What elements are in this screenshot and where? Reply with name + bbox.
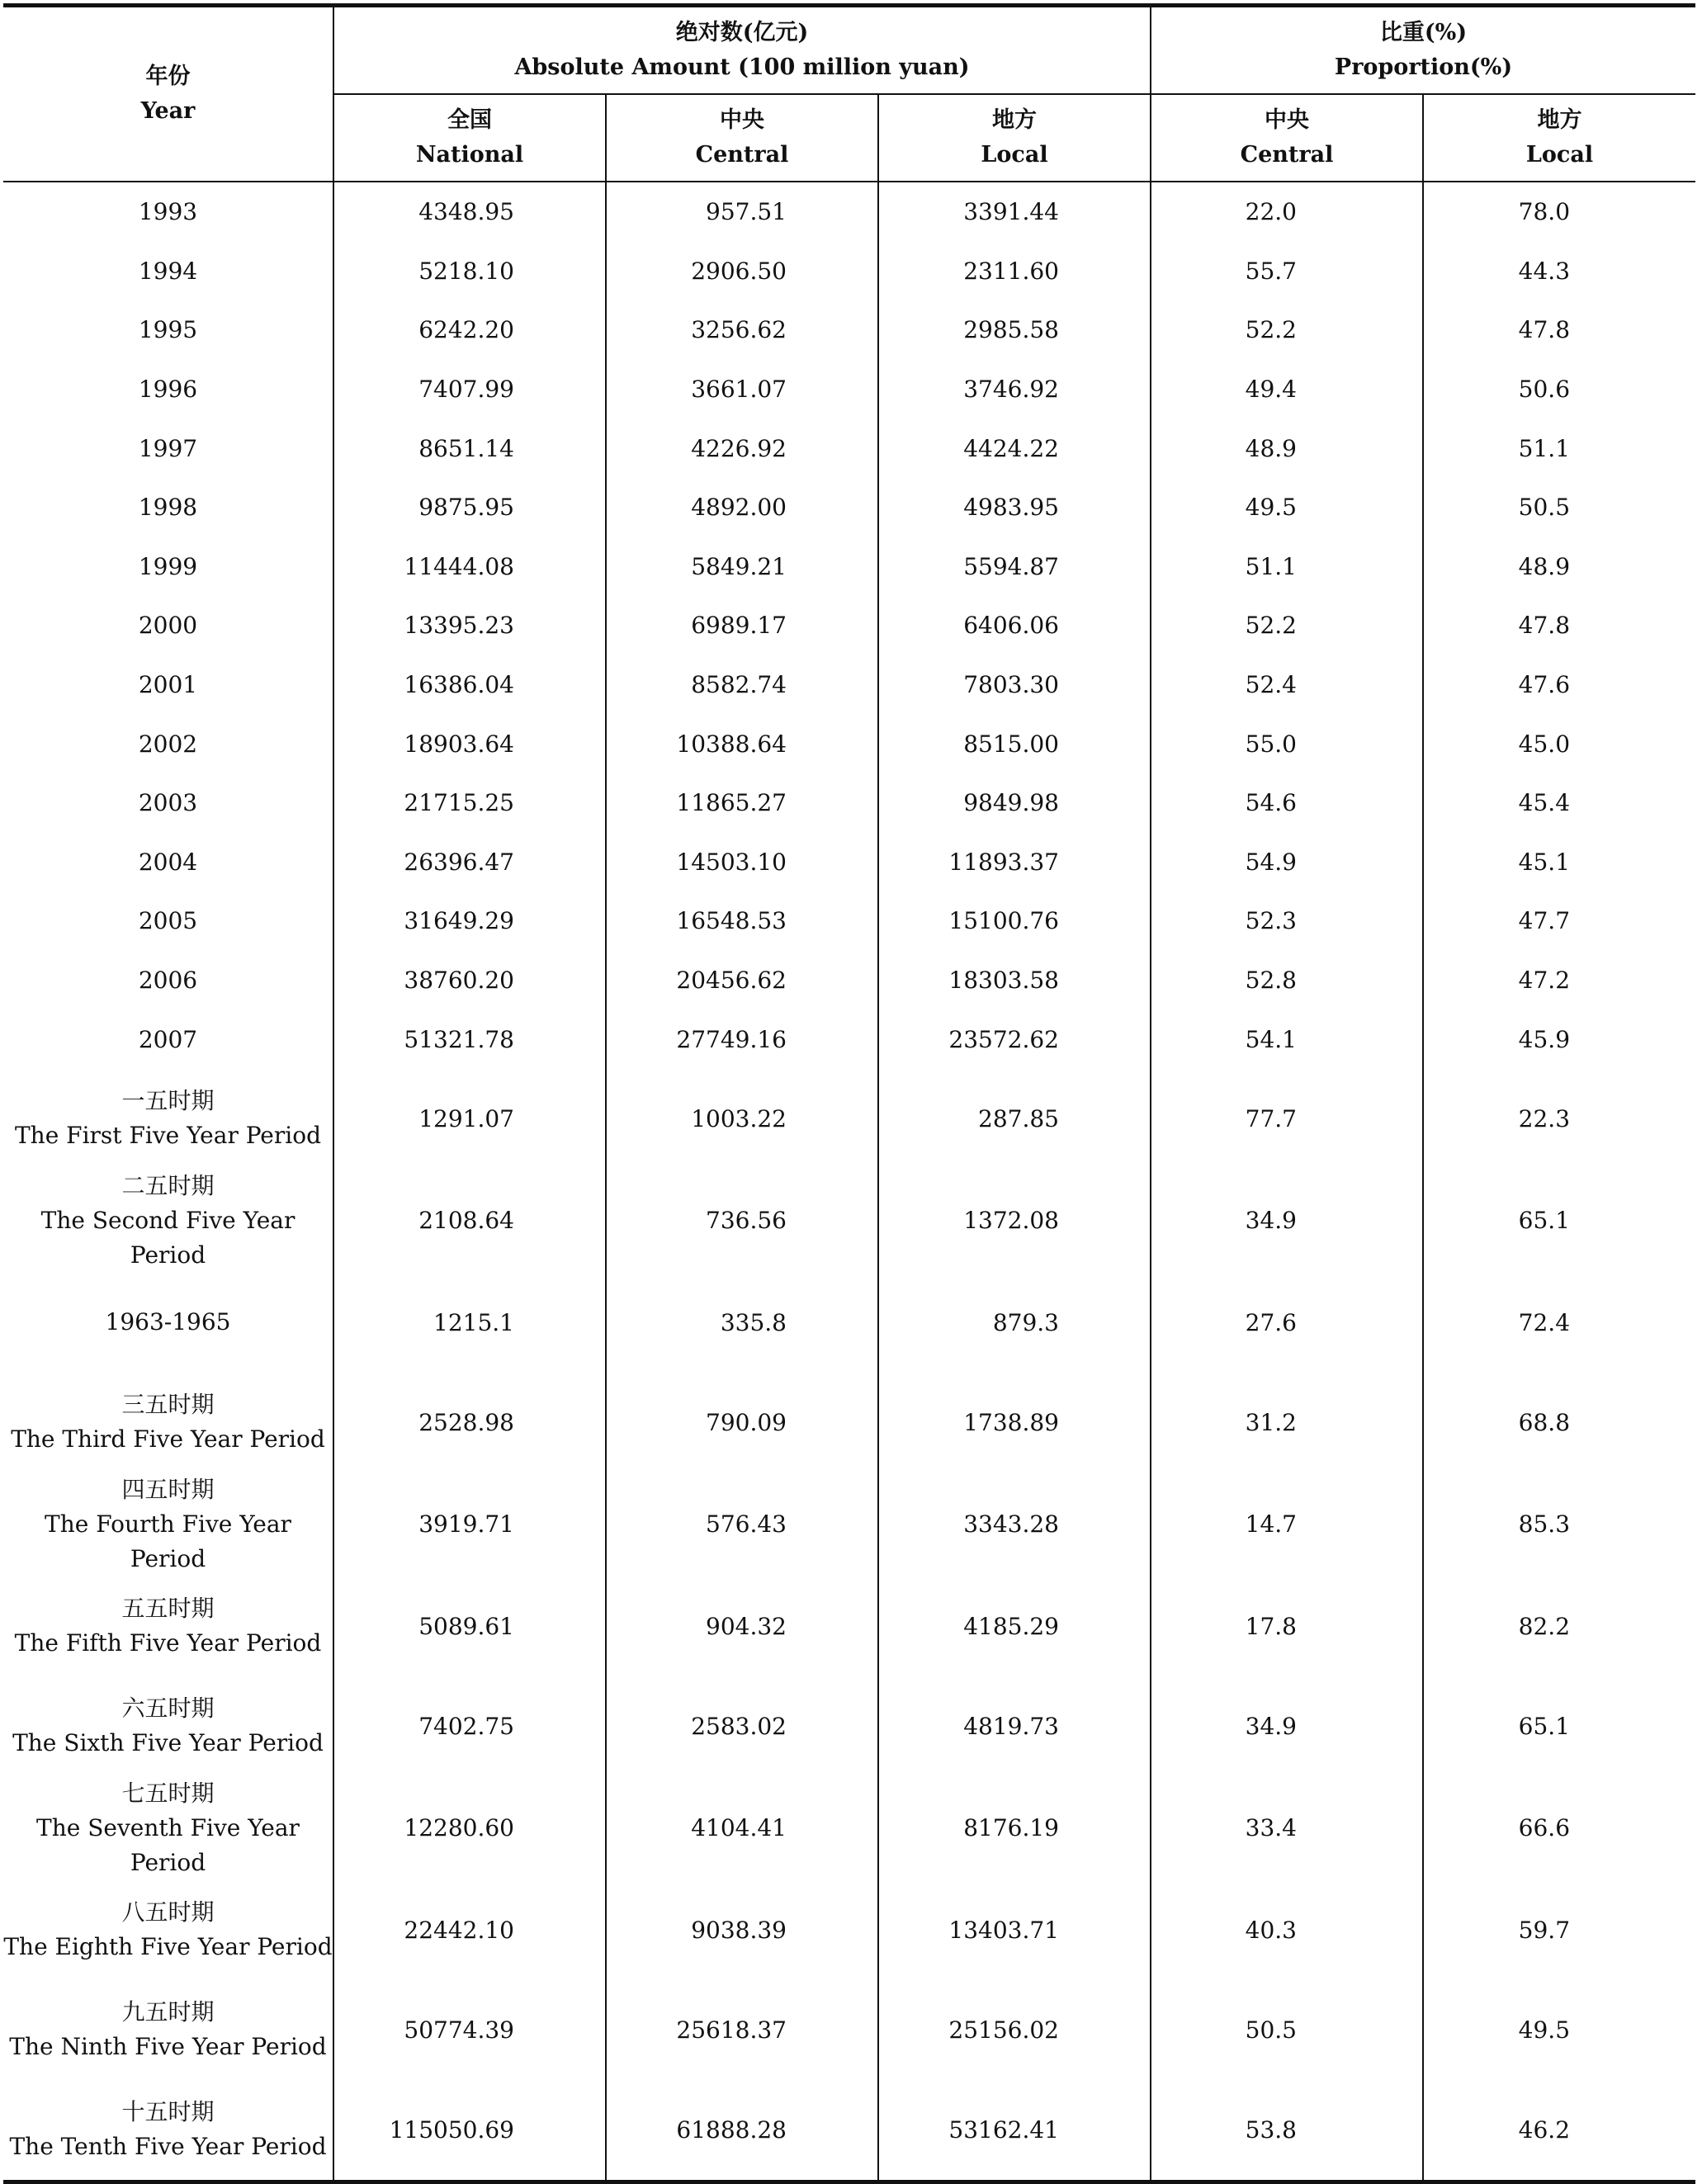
cell-central: 14503.10 xyxy=(606,833,878,892)
period-label-en: The Tenth Five Year Period xyxy=(9,2133,327,2161)
cell-central: 20456.62 xyxy=(606,951,878,1010)
cell-proportion-central: 54.1 xyxy=(1151,1009,1423,1069)
period-label-en: The Second Five Year Period xyxy=(40,1206,295,1269)
cell-local: 23572.62 xyxy=(878,1009,1151,1069)
cell-proportion-central: 52.2 xyxy=(1151,300,1423,360)
header-local xyxy=(878,94,1151,182)
row-year: 1996 xyxy=(3,360,333,419)
cell-proportion-central: 49.4 xyxy=(1151,360,1423,419)
cell-proportion-central: 50.5 xyxy=(1151,1980,1423,2080)
cell-national: 18903.64 xyxy=(333,714,606,773)
cell-national: 3919.71 xyxy=(333,1473,606,1577)
cell-local: 2985.58 xyxy=(878,300,1151,360)
period-label-en: The Ninth Five Year Period xyxy=(9,2033,327,2061)
cell-local: 8515.00 xyxy=(878,714,1151,773)
header-proportion xyxy=(1151,6,1695,95)
table-row-period xyxy=(3,1169,1695,1273)
cell-proportion-central: 14.7 xyxy=(1151,1473,1423,1577)
cell-local: 2311.60 xyxy=(878,242,1151,301)
cell-local: 287.85 xyxy=(878,1069,1151,1169)
cell-proportion-local: 45.1 xyxy=(1518,848,1571,876)
cell-local: 1372.08 xyxy=(878,1169,1151,1273)
period-label-en: The Eighth Five Year Period xyxy=(3,1933,333,1961)
table-row-period xyxy=(3,1273,1695,1373)
cell-national: 5089.61 xyxy=(333,1577,606,1676)
cell-local: 4983.95 xyxy=(878,478,1151,537)
table-row xyxy=(3,655,1695,715)
cell-central: 11865.27 xyxy=(606,773,878,833)
row-year: 2004 xyxy=(3,833,333,892)
cell-proportion-central: 53.8 xyxy=(1151,2080,1423,2182)
header-national-en: National xyxy=(415,142,524,168)
cell-central: 736.56 xyxy=(606,1169,878,1273)
row-period-label xyxy=(3,1473,333,1577)
table-row xyxy=(3,418,1695,478)
header-national-zh: 全国 xyxy=(447,107,492,133)
cell-proportion-local: 47.8 xyxy=(1518,316,1571,344)
table-row xyxy=(3,1009,1695,1069)
table-body xyxy=(3,182,1695,2182)
period-label-zh: 八五时期 xyxy=(121,1898,215,1926)
header-proportion-zh: 比重(%) xyxy=(1379,20,1468,45)
row-year: 1993 xyxy=(3,182,333,242)
cell-local: 53162.41 xyxy=(878,2080,1151,2182)
cell-national: 1291.07 xyxy=(333,1069,606,1169)
revenue-table-container xyxy=(3,3,1695,2184)
row-year: 2002 xyxy=(3,714,333,773)
period-label-en: The Fourth Five Year Period xyxy=(45,1510,291,1572)
cell-proportion-local: 65.1 xyxy=(1518,1207,1571,1235)
row-period-label xyxy=(3,1980,333,2080)
cell-proportion-local: 85.3 xyxy=(1518,1510,1571,1539)
cell-proportion-central: 40.3 xyxy=(1151,1880,1423,1980)
period-label-zh: 五五时期 xyxy=(121,1595,215,1623)
header-local-en: Local xyxy=(981,142,1048,168)
table-row-period xyxy=(3,1473,1695,1577)
cell-national: 21715.25 xyxy=(333,773,606,833)
cell-local: 25156.02 xyxy=(878,1980,1151,2080)
cell-local: 4185.29 xyxy=(878,1577,1151,1676)
cell-proportion-central: 51.1 xyxy=(1151,537,1423,597)
cell-proportion-central: 48.9 xyxy=(1151,418,1423,478)
table-row-period xyxy=(3,1577,1695,1676)
cell-central: 16548.53 xyxy=(606,891,878,951)
table-row-period xyxy=(3,2080,1695,2182)
cell-central: 6989.17 xyxy=(606,596,878,655)
row-period-label xyxy=(3,1880,333,1980)
table-row-period xyxy=(3,1980,1695,2080)
row-period-label xyxy=(3,1069,333,1169)
row-period-label xyxy=(3,1776,333,1880)
row-year: 1999 xyxy=(3,537,333,597)
cell-proportion-central: 52.3 xyxy=(1151,891,1423,951)
header-year xyxy=(3,6,333,182)
table-row xyxy=(3,300,1695,360)
table-row xyxy=(3,714,1695,773)
cell-national: 2528.98 xyxy=(333,1373,606,1473)
table-row xyxy=(3,773,1695,833)
cell-central: 5849.21 xyxy=(606,537,878,597)
row-year: 2005 xyxy=(3,891,333,951)
row-period-label xyxy=(3,1373,333,1473)
header-proportion-central xyxy=(1151,94,1423,182)
cell-proportion-central: 52.8 xyxy=(1151,951,1423,1010)
header-proportion-en: Proportion(%) xyxy=(1334,54,1513,80)
cell-central: 4104.41 xyxy=(606,1776,878,1880)
cell-central: 1003.22 xyxy=(606,1069,878,1169)
cell-proportion-local: 50.6 xyxy=(1518,376,1571,404)
period-label-en: The Third Five Year Period xyxy=(11,1425,325,1454)
row-period-label xyxy=(3,1577,333,1676)
cell-proportion-local: 47.8 xyxy=(1518,612,1571,640)
cell-proportion-local: 45.0 xyxy=(1518,730,1571,758)
cell-central: 27749.16 xyxy=(606,1009,878,1069)
table-row xyxy=(3,478,1695,537)
table-row xyxy=(3,596,1695,655)
header-absolute-amount xyxy=(333,6,1151,95)
cell-proportion-central: 34.9 xyxy=(1151,1169,1423,1273)
cell-proportion-central: 22.0 xyxy=(1151,182,1423,242)
cell-proportion-central: 52.2 xyxy=(1151,596,1423,655)
period-label-en: The Seventh Five Year Period xyxy=(36,1813,300,1876)
period-label-zh: 一五时期 xyxy=(121,1087,215,1115)
cell-local: 9849.98 xyxy=(878,773,1151,833)
period-label-zh: 九五时期 xyxy=(121,1998,215,2026)
cell-central: 957.51 xyxy=(606,182,878,242)
cell-proportion-local: 44.3 xyxy=(1518,257,1571,285)
header-central-zh: 中央 xyxy=(720,107,764,133)
header-central-en: Central xyxy=(695,142,789,168)
row-year: 2006 xyxy=(3,951,333,1010)
row-year: 2003 xyxy=(3,773,333,833)
table-row xyxy=(3,182,1695,242)
cell-local: 13403.71 xyxy=(878,1880,1151,1980)
cell-national: 2108.64 xyxy=(333,1169,606,1273)
table-row xyxy=(3,891,1695,951)
cell-local: 11893.37 xyxy=(878,833,1151,892)
table-row xyxy=(3,360,1695,419)
row-year: 2000 xyxy=(3,596,333,655)
row-period-label xyxy=(3,1676,333,1776)
period-label-zh: 七五时期 xyxy=(121,1779,215,1807)
cell-proportion-local: 66.6 xyxy=(1518,1814,1571,1842)
cell-proportion-central: 27.6 xyxy=(1151,1273,1423,1373)
cell-local: 4819.73 xyxy=(878,1676,1151,1776)
cell-proportion-central: 52.4 xyxy=(1151,655,1423,715)
header-year-zh: 年份 xyxy=(145,64,191,89)
cell-national: 11444.08 xyxy=(333,537,606,597)
table-header xyxy=(3,6,1695,182)
cell-local: 3343.28 xyxy=(878,1473,1151,1577)
period-label-zh: 1963-1965 xyxy=(105,1308,231,1336)
cell-central: 2906.50 xyxy=(606,242,878,301)
cell-proportion-central: 55.0 xyxy=(1151,714,1423,773)
period-label-en: The Fifth Five Year Period xyxy=(14,1629,322,1657)
cell-proportion-local: 47.7 xyxy=(1518,907,1571,935)
cell-local: 1738.89 xyxy=(878,1373,1151,1473)
cell-national: 8651.14 xyxy=(333,418,606,478)
cell-proportion-local: 45.9 xyxy=(1518,1025,1571,1053)
cell-central: 335.8 xyxy=(606,1273,878,1373)
header-central xyxy=(606,94,878,182)
period-label-zh: 六五时期 xyxy=(121,1695,215,1723)
cell-national: 26396.47 xyxy=(333,833,606,892)
cell-proportion-local: 72.4 xyxy=(1518,1308,1571,1336)
cell-national: 9875.95 xyxy=(333,478,606,537)
cell-local: 6406.06 xyxy=(878,596,1151,655)
cell-proportion-central: 77.7 xyxy=(1151,1069,1423,1169)
cell-national: 1215.1 xyxy=(333,1273,606,1373)
header-absolute-en: Absolute Amount (100 million yuan) xyxy=(514,54,970,80)
cell-central: 25618.37 xyxy=(606,1980,878,2080)
cell-proportion-central: 17.8 xyxy=(1151,1577,1423,1676)
cell-national: 38760.20 xyxy=(333,951,606,1010)
row-year: 2007 xyxy=(3,1009,333,1069)
table-row xyxy=(3,951,1695,1010)
table-row xyxy=(3,537,1695,597)
cell-central: 4892.00 xyxy=(606,478,878,537)
table-row-period xyxy=(3,1880,1695,1980)
cell-local: 5594.87 xyxy=(878,537,1151,597)
row-year: 1997 xyxy=(3,418,333,478)
cell-proportion-central: 55.7 xyxy=(1151,242,1423,301)
table-row-period xyxy=(3,1069,1695,1169)
cell-local: 879.3 xyxy=(878,1273,1151,1373)
cell-central: 904.32 xyxy=(606,1577,878,1676)
cell-proportion-local: 51.1 xyxy=(1518,434,1571,462)
row-year: 1995 xyxy=(3,300,333,360)
period-label-zh: 三五时期 xyxy=(121,1391,215,1419)
period-label-en: The First Five Year Period xyxy=(14,1122,321,1150)
table-row-period xyxy=(3,1373,1695,1473)
cell-proportion-central: 33.4 xyxy=(1151,1776,1423,1880)
cell-proportion-local: 47.6 xyxy=(1518,671,1571,699)
cell-proportion-local: 50.5 xyxy=(1518,494,1571,522)
cell-local: 7803.30 xyxy=(878,655,1151,715)
header-pcentral-zh: 中央 xyxy=(1265,107,1309,133)
header-proportion-local xyxy=(1423,94,1695,182)
cell-proportion-local: 45.4 xyxy=(1518,789,1571,817)
cell-local: 15100.76 xyxy=(878,891,1151,951)
row-year: 2001 xyxy=(3,655,333,715)
cell-national: 22442.10 xyxy=(333,1880,606,1980)
header-absolute-zh: 绝对数(亿元) xyxy=(675,20,809,45)
cell-national: 16386.04 xyxy=(333,655,606,715)
cell-national: 51321.78 xyxy=(333,1009,606,1069)
row-period-label xyxy=(3,2080,333,2182)
row-year: 1998 xyxy=(3,478,333,537)
table-row xyxy=(3,242,1695,301)
cell-local: 4424.22 xyxy=(878,418,1151,478)
revenue-table xyxy=(3,3,1695,2184)
cell-proportion-local: 68.8 xyxy=(1518,1408,1571,1436)
table-row-period xyxy=(3,1676,1695,1776)
header-plocal-en: Local xyxy=(1525,142,1594,168)
row-period-label xyxy=(3,1169,333,1273)
cell-national: 13395.23 xyxy=(333,596,606,655)
header-national xyxy=(333,94,606,182)
cell-proportion-central: 34.9 xyxy=(1151,1676,1423,1776)
cell-proportion-central: 31.2 xyxy=(1151,1373,1423,1473)
cell-proportion-local: 49.5 xyxy=(1518,2016,1571,2044)
cell-national: 7407.99 xyxy=(333,360,606,419)
cell-proportion-local: 82.2 xyxy=(1518,1612,1571,1640)
cell-national: 12280.60 xyxy=(333,1776,606,1880)
cell-national: 5218.10 xyxy=(333,242,606,301)
row-period-label xyxy=(3,1273,333,1373)
cell-central: 61888.28 xyxy=(606,2080,878,2182)
cell-central: 3256.62 xyxy=(606,300,878,360)
cell-proportion-local: 59.7 xyxy=(1518,1916,1571,1944)
cell-proportion-central: 54.6 xyxy=(1151,773,1423,833)
table-row-period xyxy=(3,1776,1695,1880)
cell-proportion-local: 65.1 xyxy=(1518,1712,1571,1740)
header-plocal-zh: 地方 xyxy=(1537,107,1582,133)
period-label-zh: 四五时期 xyxy=(121,1475,215,1503)
header-local-zh: 地方 xyxy=(992,107,1037,133)
cell-national: 4348.95 xyxy=(333,182,606,242)
period-label-en: The Sixth Five Year Period xyxy=(12,1729,324,1757)
table-row xyxy=(3,833,1695,892)
cell-central: 4226.92 xyxy=(606,418,878,478)
cell-national: 115050.69 xyxy=(333,2080,606,2182)
header-year-en: Year xyxy=(140,98,196,124)
cell-national: 31649.29 xyxy=(333,891,606,951)
cell-central: 9038.39 xyxy=(606,1880,878,1980)
period-label-zh: 十五时期 xyxy=(121,2098,215,2126)
cell-national: 6242.20 xyxy=(333,300,606,360)
cell-local: 3391.44 xyxy=(878,182,1151,242)
cell-central: 790.09 xyxy=(606,1373,878,1473)
cell-proportion-local: 22.3 xyxy=(1518,1104,1571,1132)
cell-local: 3746.92 xyxy=(878,360,1151,419)
header-pcentral-en: Central xyxy=(1240,142,1334,168)
cell-local: 18303.58 xyxy=(878,951,1151,1010)
cell-proportion-local: 46.2 xyxy=(1518,2115,1571,2144)
cell-central: 2583.02 xyxy=(606,1676,878,1776)
cell-national: 50774.39 xyxy=(333,1980,606,2080)
period-label-zh: 二五时期 xyxy=(121,1171,215,1199)
cell-central: 3661.07 xyxy=(606,360,878,419)
cell-proportion-central: 54.9 xyxy=(1151,833,1423,892)
cell-proportion-local: 78.0 xyxy=(1518,198,1571,226)
cell-national: 7402.75 xyxy=(333,1676,606,1776)
cell-proportion-central: 49.5 xyxy=(1151,478,1423,537)
cell-central: 8582.74 xyxy=(606,655,878,715)
row-year: 1994 xyxy=(3,242,333,301)
cell-local: 8176.19 xyxy=(878,1776,1151,1880)
cell-central: 576.43 xyxy=(606,1473,878,1577)
cell-central: 10388.64 xyxy=(606,714,878,773)
cell-proportion-local: 47.2 xyxy=(1518,967,1571,995)
cell-proportion-local: 48.9 xyxy=(1518,552,1571,580)
